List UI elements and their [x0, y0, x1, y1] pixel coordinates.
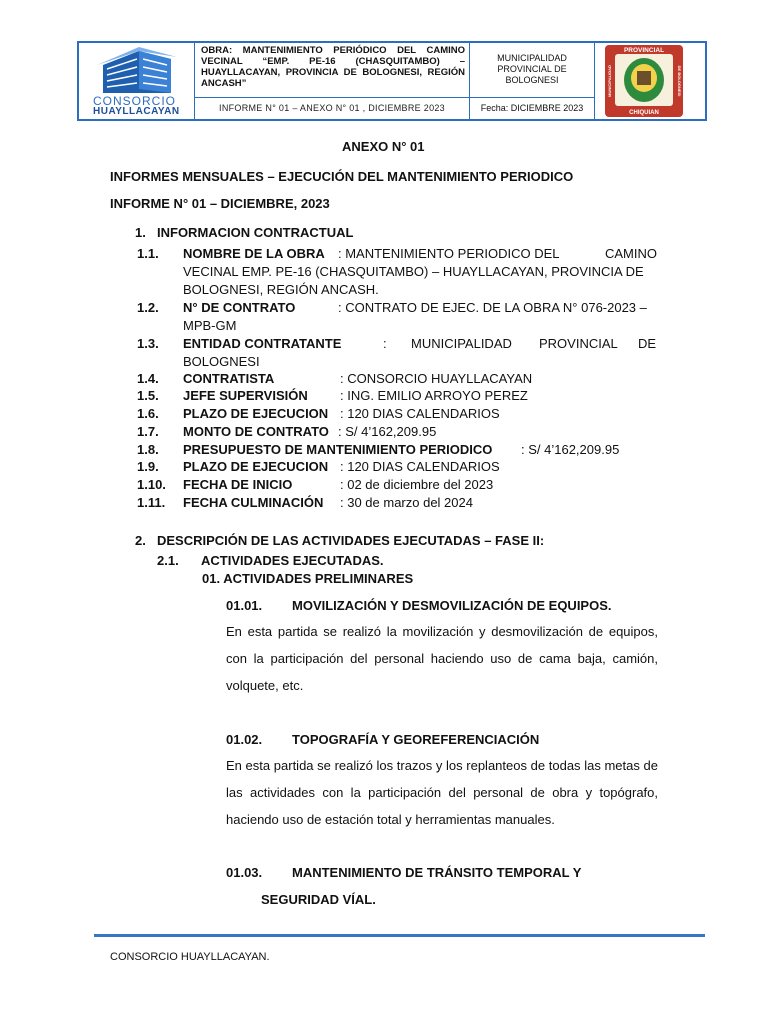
- item-1-7-value: : S/ 4’162,209.95: [338, 424, 437, 439]
- seal-text-top: PROVINCIAL: [623, 47, 665, 54]
- item-1-11-number: 1.11.: [137, 495, 166, 510]
- document-header: [77, 41, 707, 121]
- header-date: Fecha: DICIEMBRE 2023: [480, 103, 584, 113]
- item-1-1-value-line1-end: CAMINO: [605, 246, 657, 261]
- item-1-5-label: JEFE SUPERVISIÓN: [183, 388, 308, 403]
- item-1-1-value-line3: BOLOGNESI, REGIÓN ANCASH.: [183, 282, 379, 297]
- anexo-title: ANEXO N° 01: [342, 139, 425, 154]
- item-1-1-value-line2: VECINAL EMP. PE-16 (CHASQUITAMBO) – HUAYLLACAYAN, PROVINCIA DE: [183, 264, 644, 279]
- informe-reference: INFORME N° 01 – ANEXO N° 01 , DICIEMBRE 2023: [219, 103, 445, 113]
- item-1-1-value-line1: : MANTENIMIENTO PERIODICO DEL: [338, 246, 560, 261]
- item-1-3-value-word1: MUNICIPALIDAD: [411, 336, 512, 351]
- item-1-9-value: : 120 DIAS CALENDARIOS: [340, 459, 500, 474]
- municipality-cell: [470, 43, 595, 119]
- item-1-4-value: : CONSORCIO HUAYLLACAYAN: [340, 371, 533, 386]
- item-1-3-value-line2: BOLOGNESI: [183, 354, 260, 369]
- municipal-seal: [595, 43, 705, 119]
- item-1-5-number: 1.5.: [137, 388, 159, 403]
- consortium-logo: [79, 43, 195, 119]
- item-1-6-label: PLAZO DE EJECUCION: [183, 406, 329, 421]
- item-1-8-label: PRESUPUESTO DE MANTENIMIENTO PERIODICO: [183, 442, 493, 457]
- partida-01-01-description: En esta partida se realizó la movilización y desmovilización de equipos, con la participación del personal haciendo uso de cama baja, camión, volquete, etc.: [226, 624, 658, 693]
- item-1-6-number: 1.6.: [137, 406, 159, 421]
- partida-01-03-title-line2: SEGURIDAD VÍAL.: [261, 892, 376, 907]
- obra-description: OBRA: MANTENIMIENTO PERIÓDICO DEL CAMINO VECINAL “EMP. PE-16 (CHASQUITAMBO) – HUAYLLACAYAN, PROVINCIA DE BOLOGNESI, REGIÓN ANCASH”: [195, 43, 469, 98]
- item-1-10-label: FECHA DE INICIO: [183, 477, 293, 492]
- informe-title: INFORME N° 01 – DICIEMBRE, 2023: [110, 196, 330, 211]
- logo-text-huayllacayan: HUAYLLACAYAN: [93, 106, 180, 117]
- partida-01-02-description: En esta partida se realizó los trazos y los replanteos de todas las metas de las actividades con la participación del personal de obra y topógrafo, haciendo uso de estación total y herramientas manuales.: [226, 758, 658, 827]
- section-2-number: 2.: [135, 533, 146, 548]
- item-1-4-number: 1.4.: [137, 371, 159, 386]
- logo-text-consorcio: CONSORCIO: [93, 94, 177, 108]
- item-1-2-value-line1: : CONTRATO DE EJEC. DE LA OBRA N° 076-2023 –: [338, 300, 647, 315]
- footer-divider: [94, 934, 705, 937]
- item-1-9-label: PLAZO DE EJECUCION: [183, 459, 329, 474]
- item-1-3-label: ENTIDAD CONTRATANTE: [183, 336, 342, 351]
- seal-text-right: DE BOLOGNESI: [677, 65, 682, 97]
- item-1-9-number: 1.9.: [137, 459, 159, 474]
- section-1-number: 1.: [135, 225, 146, 240]
- item-1-5-value: : ING. EMILIO ARROYO PEREZ: [340, 388, 528, 403]
- item-1-4-label: CONTRATISTA: [183, 371, 275, 386]
- seal-text-bottom: CHIQUIAN: [629, 110, 659, 116]
- item-1-3-value-word2: PROVINCIAL: [539, 336, 618, 351]
- item-1-7-number: 1.7.: [137, 424, 159, 439]
- section-2-title: DESCRIPCIÓN DE LAS ACTIVIDADES EJECUTADAS – FASE II:: [157, 533, 545, 548]
- item-1-10-value: : 02 de diciembre del 2023: [340, 477, 494, 492]
- partida-01-01-number: 01.01.: [226, 598, 263, 613]
- item-1-3-colon: :: [383, 336, 387, 351]
- partida-01-01-title: MOVILIZACIÓN Y DESMOVILIZACIÓN DE EQUIPOS.: [292, 598, 612, 613]
- partida-01-02-number: 01.02.: [226, 732, 263, 747]
- item-1-2-number: 1.2.: [137, 300, 159, 315]
- document-title: INFORMES MENSUALES – EJECUCIÓN DEL MANTENIMIENTO PERIODICO: [110, 169, 574, 184]
- municipality-name: MUNICIPALIDAD PROVINCIAL DE BOLOGNESI: [470, 43, 594, 98]
- section-1-title: INFORMACION CONTRACTUAL: [157, 225, 354, 240]
- item-1-1-number: 1.1.: [137, 246, 159, 261]
- item-1-2-value-line2: MPB-GM: [183, 318, 237, 333]
- seal-text-left: MUNICIPALIDAD: [607, 65, 612, 97]
- item-1-1-label: NOMBRE DE LA OBRA: [183, 246, 325, 261]
- section-01-title: 01. ACTIVIDADES PRELIMINARES: [202, 571, 414, 586]
- partida-01-02-title: TOPOGRAFÍA Y GEOREFERENCIACIÓN: [292, 732, 540, 747]
- section-2-1-title: ACTIVIDADES EJECUTADAS.: [201, 553, 384, 568]
- item-1-2-label: N° DE CONTRATO: [183, 300, 296, 315]
- seal-emblem-icon: [597, 43, 691, 119]
- item-1-11-label: FECHA CULMINACIÓN: [183, 495, 324, 510]
- item-1-7-label: MONTO DE CONTRATO: [183, 424, 329, 439]
- section-2-1-number: 2.1.: [157, 553, 179, 568]
- item-1-10-number: 1.10.: [137, 477, 166, 492]
- item-1-8-number: 1.8.: [137, 442, 159, 457]
- item-1-3-value-word3: DE: [638, 336, 657, 351]
- footer-text: CONSORCIO HUAYLLACAYAN.: [110, 951, 270, 963]
- partida-01-03-number: 01.03.: [226, 865, 263, 880]
- item-1-6-value: : 120 DIAS CALENDARIOS: [340, 406, 500, 421]
- item-1-8-value: : S/ 4’162,209.95: [521, 442, 620, 457]
- partida-01-03-title: MANTENIMIENTO DE TRÁNSITO TEMPORAL Y: [292, 865, 582, 880]
- work-info-cell: [195, 43, 470, 119]
- item-1-11-value: : 30 de marzo del 2024: [340, 495, 473, 510]
- item-1-3-number: 1.3.: [137, 336, 159, 351]
